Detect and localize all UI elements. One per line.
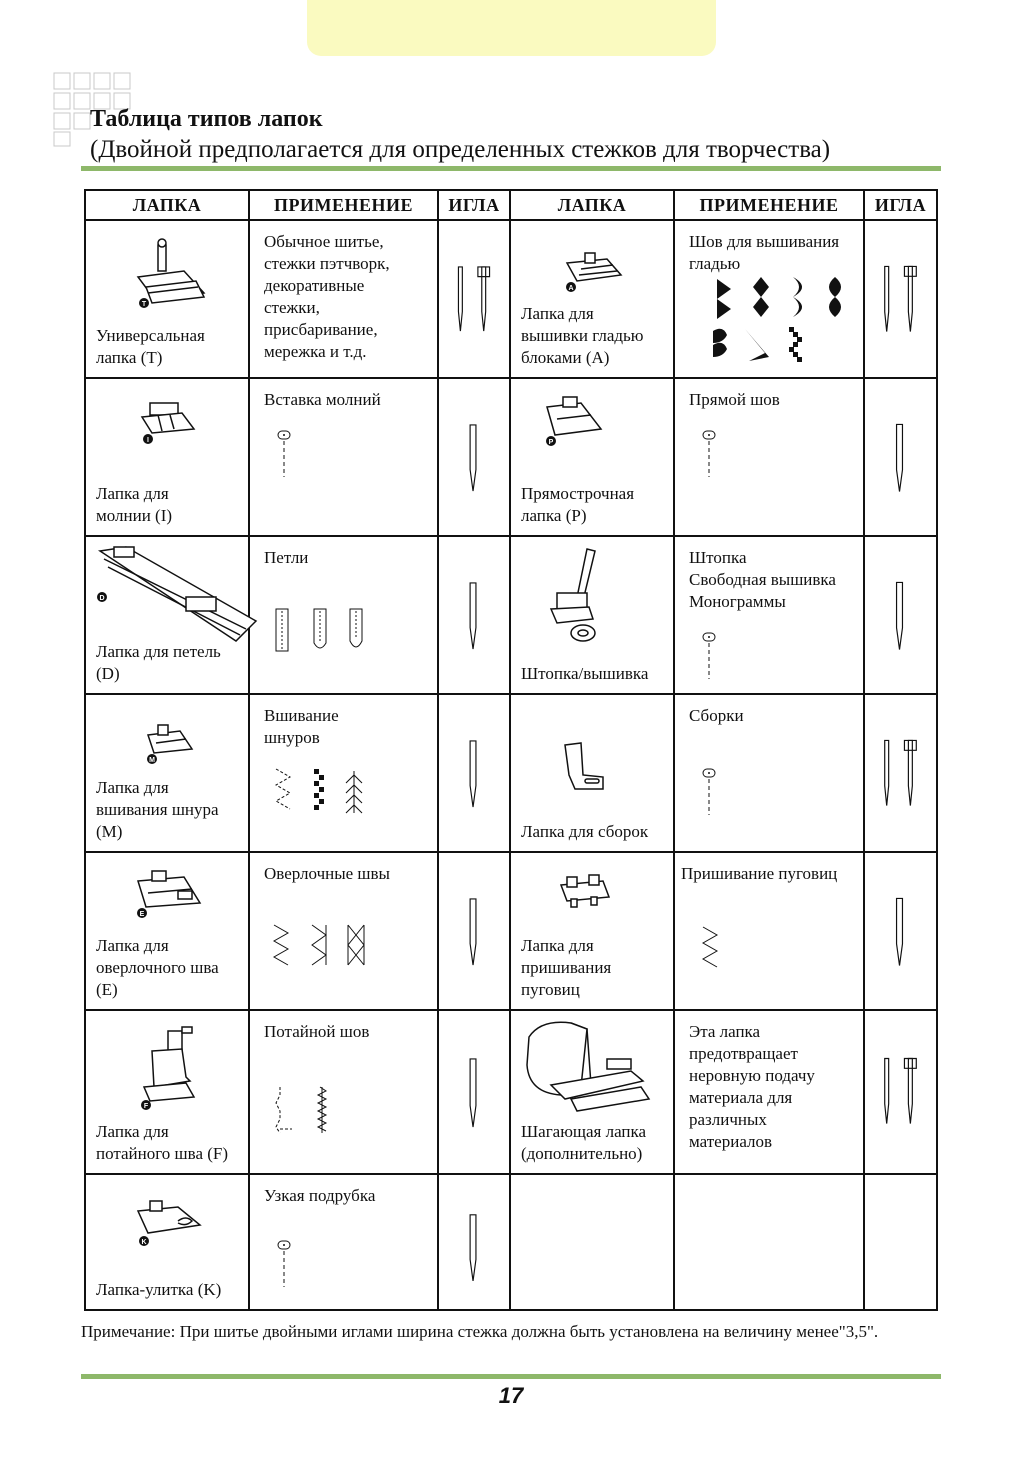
single-needle-icon (865, 379, 936, 535)
button-stitch-pattern (689, 925, 875, 975)
single-needle-icon (865, 537, 936, 693)
foot-letter: M (149, 757, 155, 764)
foot-cell (510, 694, 674, 852)
bottom-rule (81, 1374, 941, 1379)
use-text: Прямой шов (689, 390, 780, 409)
single-needle-icon (865, 853, 936, 1009)
twin-needle-icon (439, 221, 509, 377)
use-cell (674, 1010, 864, 1174)
needle-cell (864, 220, 937, 378)
table-row (85, 1010, 937, 1174)
col-header-use: ПРИМЕНЕНИЕ (674, 190, 864, 220)
use-cell (674, 694, 864, 852)
use-cell (674, 852, 864, 1010)
foot-f-icon (86, 1017, 250, 1127)
foot-i-icon (86, 389, 250, 485)
footnote: Примечание: При шитье двойными иглами ширина стежка должна быть установлена на величину менее"3,5". (81, 1322, 879, 1341)
use-cell (674, 220, 864, 378)
use-text: Вшивание шнуров (264, 706, 339, 747)
gathering-foot-icon (511, 705, 675, 801)
foot-name: Лапка для вышивки гладью блоками (A) (521, 304, 644, 367)
single-needle-icon (439, 1175, 509, 1309)
page-number: 17 (498, 1383, 524, 1408)
cording-patterns (264, 767, 450, 817)
foot-name: Лапка для сборок (521, 822, 649, 841)
single-needle-icon (439, 1011, 509, 1173)
foot-letter: A (568, 285, 574, 292)
foot-letter: K (141, 1239, 147, 1246)
needle-cell (864, 378, 937, 536)
col-header-use: ПРИМЕНЕНИЕ (249, 190, 438, 220)
needle-cell (864, 852, 937, 1010)
use-text: Оверлочные швы (264, 864, 390, 883)
foot-name: Лапка для петель (D) (96, 642, 221, 683)
foot-cell (85, 694, 249, 852)
needle-cell (864, 536, 937, 694)
foot-name: Лапка-улитка (K) (96, 1280, 222, 1299)
foot-name: Лапка для вшивания шнура (M) (96, 778, 219, 841)
foot-letter: P (548, 439, 554, 446)
top-tab (307, 0, 716, 56)
blind-stitch-patterns (264, 1083, 450, 1137)
foot-name: Лапка для молнии (I) (96, 484, 173, 525)
foot-cell (510, 536, 674, 694)
page-subtitle: (Двойной предполагается для определенных стежков для творчества) (90, 136, 831, 163)
use-text: Пришивание пуговиц (681, 864, 838, 883)
walking-foot-icon (511, 1015, 675, 1127)
use-text: Обычное шитье, стежки пэтчворк, декоративные стежки, присбаривание, мережка и т.д. (264, 232, 390, 361)
use-text: Шов для вышивания гладью (689, 232, 840, 273)
needle-cell (438, 220, 510, 378)
foot-cell (510, 378, 674, 536)
foot-cell (85, 1174, 249, 1310)
foot-letter: T (141, 301, 147, 308)
use-cell (249, 536, 438, 694)
table-row (85, 694, 937, 852)
table-row (85, 378, 937, 536)
foot-letter: D (99, 595, 105, 602)
straight-stitch-mark (689, 431, 875, 481)
foot-letter: I (147, 437, 149, 444)
foot-cell (85, 220, 249, 378)
col-header-foot: ЛАПКА (510, 190, 674, 220)
use-cell (249, 1174, 438, 1310)
table-row (85, 1174, 937, 1310)
foot-name: Шагающая лапка (дополнительно) (521, 1122, 647, 1163)
use-text: Штопка Свободная вышивка Монограммы (689, 548, 836, 611)
foot-cell (85, 852, 249, 1010)
foot-letter: E (139, 911, 145, 918)
col-header-foot: ЛАПКА (85, 190, 249, 220)
empty-cell (864, 1174, 937, 1310)
straight-stitch-mark (264, 431, 450, 481)
empty-cell (674, 1174, 864, 1310)
single-needle-icon (439, 537, 509, 693)
twin-needle-icon (865, 1011, 936, 1173)
foot-cell (85, 536, 249, 694)
foot-name: Штопка/вышивка (521, 664, 649, 683)
darning-foot-icon (511, 543, 675, 653)
use-text: Узкая подрубка (264, 1186, 376, 1205)
foot-cell (85, 1010, 249, 1174)
straight-stitch-mark (689, 769, 875, 819)
empty-cell (510, 1174, 674, 1310)
foot-t-icon (86, 231, 250, 327)
buttonhole-patterns (264, 607, 450, 657)
foot-d-icon (86, 541, 250, 651)
needle-cell (438, 852, 510, 1010)
straight-stitch-mark (689, 633, 875, 683)
foot-cell (510, 852, 674, 1010)
col-header-needle: ИГЛА (438, 190, 510, 220)
needle-cell (864, 694, 937, 852)
table-row (85, 852, 937, 1010)
foot-cell (85, 378, 249, 536)
presser-foot-table (84, 189, 938, 1311)
use-text: Потайной шов (264, 1022, 370, 1041)
use-text: Петли (264, 548, 309, 567)
single-needle-icon (439, 695, 509, 851)
foot-name: Лапка для потайного шва (F) (96, 1122, 229, 1163)
foot-name: Прямострочная лапка (P) (521, 484, 635, 525)
single-needle-icon (439, 379, 509, 535)
needle-cell (864, 1010, 937, 1174)
needle-cell (438, 694, 510, 852)
foot-name: Универсальная лапка (T) (96, 326, 205, 367)
foot-cell (510, 1010, 674, 1174)
table-row (85, 536, 937, 694)
needle-cell (438, 1174, 510, 1310)
use-text: Сборки (689, 706, 744, 725)
satin-stitch-patterns (689, 273, 875, 373)
col-header-needle: ИГЛА (864, 190, 937, 220)
use-cell (674, 378, 864, 536)
use-cell (249, 220, 438, 378)
foot-p-icon (511, 389, 675, 485)
top-rule (81, 166, 941, 171)
table-header-row (85, 190, 937, 220)
needle-cell (438, 1010, 510, 1174)
twin-needle-icon (865, 221, 936, 377)
foot-k-icon (86, 1185, 250, 1281)
needle-cell (438, 378, 510, 536)
foot-name: Лапка для оверлочного шва (E) (96, 936, 219, 999)
use-cell (249, 1010, 438, 1174)
use-cell (249, 694, 438, 852)
page-title: Таблица типов лапок (90, 106, 323, 132)
use-text: Эта лапка предотвращает неровную подачу материала для различных материалов (689, 1022, 815, 1151)
foot-letter: F (143, 1103, 149, 1110)
overlock-patterns (264, 923, 450, 973)
use-text: Вставка молний (264, 390, 381, 409)
table-row (85, 220, 937, 378)
use-cell (674, 536, 864, 694)
use-cell (249, 378, 438, 536)
straight-stitch-mark (264, 1241, 450, 1291)
single-needle-icon (439, 853, 509, 1009)
foot-cell (510, 220, 674, 378)
twin-needle-icon (865, 695, 936, 851)
use-cell (249, 852, 438, 1010)
foot-name: Лапка для пришивания пуговиц (521, 936, 612, 999)
needle-cell (438, 536, 510, 694)
